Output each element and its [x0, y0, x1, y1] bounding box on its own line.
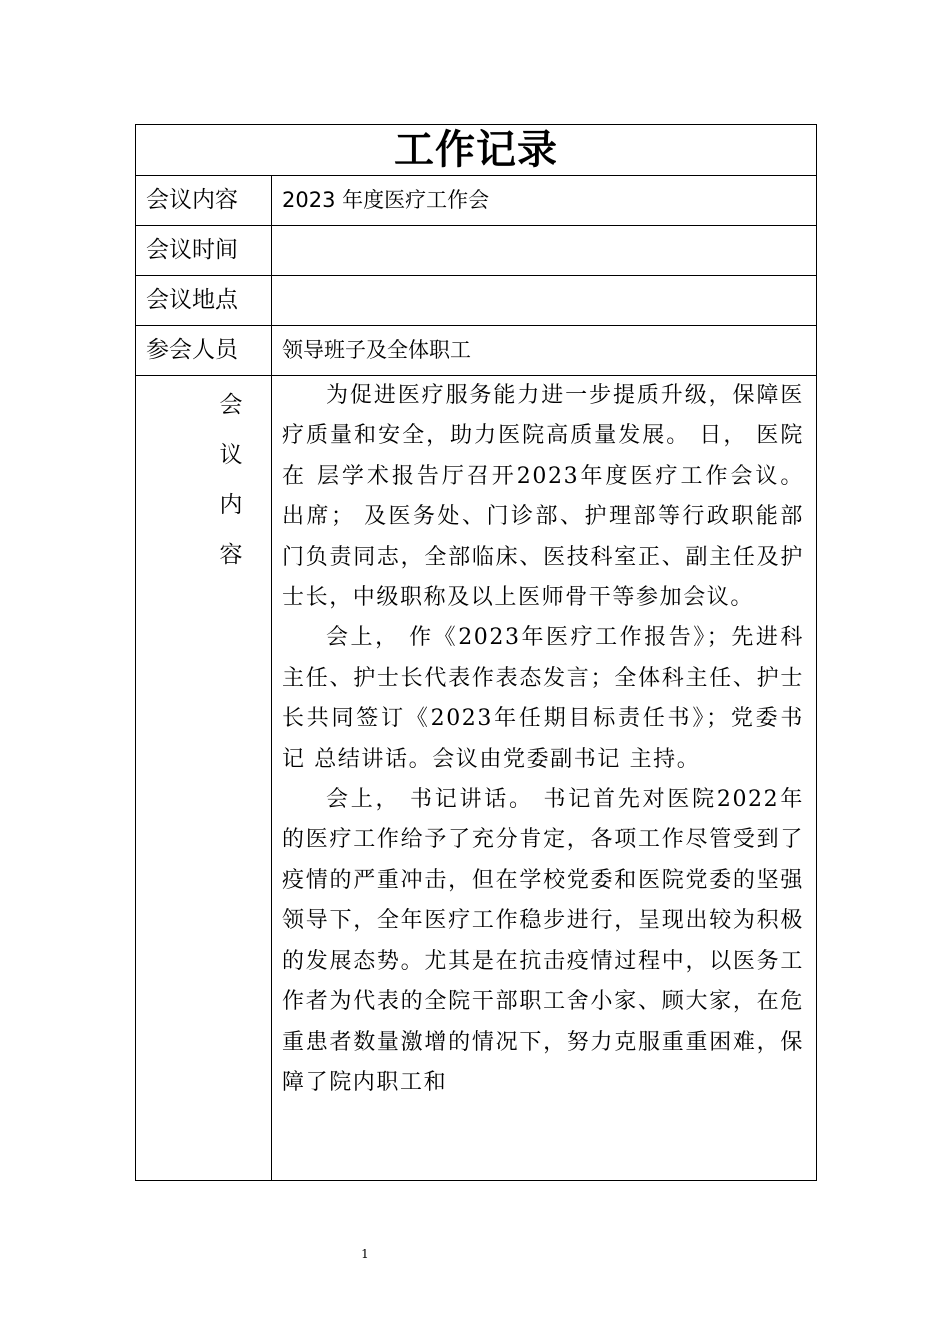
meeting-content-body-cell: [272, 376, 817, 1181]
meeting-content-label-cell: [136, 376, 272, 1181]
meeting-time-row: [136, 226, 817, 276]
meeting-topic-row: [136, 176, 817, 226]
meeting-content-vertical-label: [186, 376, 276, 580]
attendees-row: [136, 326, 817, 376]
meeting-topic-value: 2023 年度医疗工作会: [272, 176, 817, 226]
meeting-time-label: 会议时间: [136, 226, 272, 276]
minutes-paragraph: 为促进医疗服务能力进一步提质升级，保障医疗质量和安全，助力医院高质量发展。 日， 医院在 层学术报告厅召开2023年度医疗工作会议。 出席； 及医务处、门诊部、护理部等行政职能部门负责同志，全部临床、医技科室正、副主任及护士长，中级职称及以上医师骨干等参加会议。: [282, 383, 804, 611]
meeting-minutes-text: [272, 376, 816, 1180]
title-row: [136, 125, 817, 176]
work-record-table: [135, 124, 817, 1181]
vertical-label-char: 会: [219, 392, 243, 418]
minutes-paragraph: 会上， 作《2023年医疗工作报告》；先进科主任、护士长代表作表态发言；全体科主任、护士长共同签订《2023年任期目标责任书》；党委书记 总结讲话。会议由党委副书记 主持。: [282, 625, 804, 772]
vertical-label-char: 容: [219, 542, 243, 568]
record-title: 工作记录: [136, 125, 817, 176]
meeting-time-value: [272, 226, 817, 276]
meeting-location-label: 会议地点: [136, 276, 272, 326]
attendees-label: 参会人员: [136, 326, 272, 376]
page-number: 1: [361, 1247, 369, 1261]
minutes-paragraph: 会上， 书记讲话。 书记首先对医院2022年的医疗工作给予了充分肯定，各项工作尽管受到了疫情的严重冲击，但在学校党委和医院党委的坚强领导下，全年医疗工作稳步进行，呈现出较为积极的发展态势。尤其是在抗击疫情过程中，以医务工作者为代表的全院干部职工舍小家、顾大家，在危重患者数量激增的情况下，努力克服重重困难，保障了院内职工和: [282, 787, 804, 1095]
meeting-location-row: [136, 276, 817, 326]
vertical-label-char: 内: [219, 492, 243, 518]
meeting-content-row: [136, 376, 817, 1181]
meeting-location-value: [272, 276, 817, 326]
vertical-label-char: 议: [219, 442, 243, 468]
attendees-value: 领导班子及全体职工: [272, 326, 817, 376]
meeting-topic-label: 会议内容: [136, 176, 272, 226]
